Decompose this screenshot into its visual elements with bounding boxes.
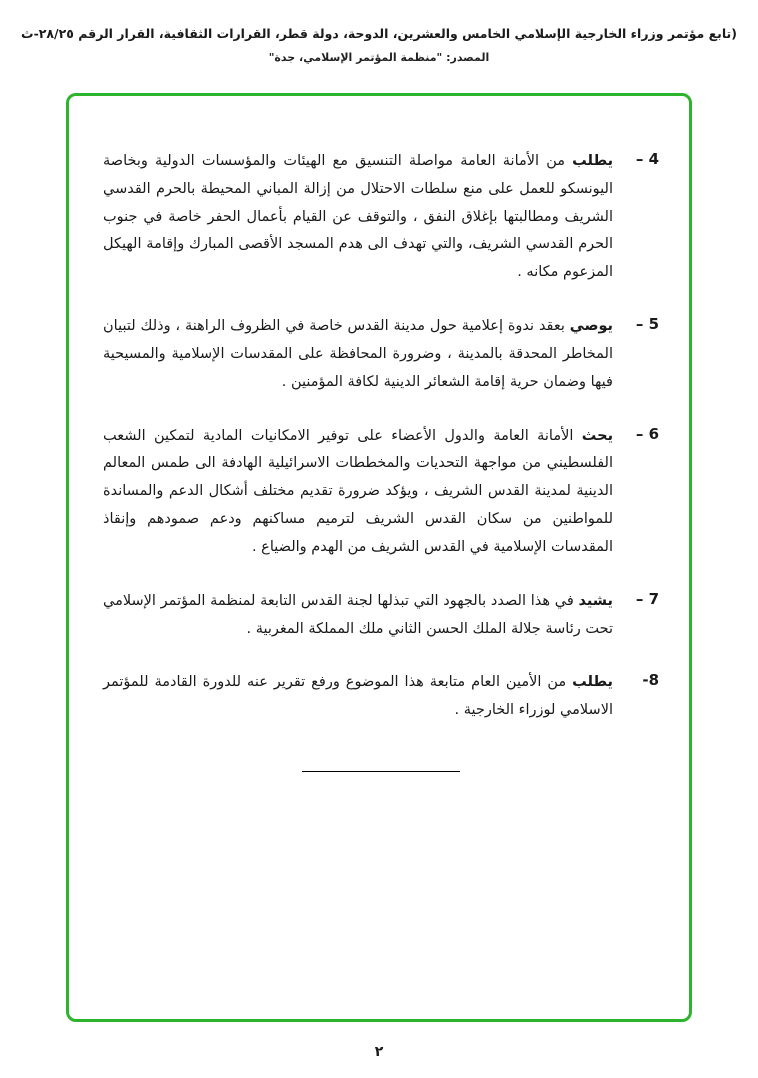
item-body-text: الأمانة العامة والدول الأعضاء على توفير الامكانيات المادية لتمكين الشعب الفلسطيني من مواجهة التحديات والمخططات الاسرائيلية الهادفة الى طمس المعالم الدينية لمدينة القدس الشريف ، ويؤكد ضرورة تقديم مختلف أشكال الدعم والمساندة للمواطنين من سكان القدس الشريف لترميم مساكنهم ودعم صمودهم وإنقاذ المقدسات الإسلامية في القدس الشريف من الهدم والضياع . (103, 427, 613, 555)
header-source-line: المصدر: "منظمة المؤتمر الإسلامي، جدة" (268, 51, 490, 64)
end-divider-line (302, 771, 460, 772)
item-body-text: من الأمين العام متابعة هذا الموضوع ورفع تقرير عنه للدورة القادمة للمؤتمر الاسلامي لوزراء الخارجية . (103, 674, 613, 719)
item-number: 4 – (635, 150, 659, 168)
item-number: 7 – (635, 589, 659, 608)
item-text (103, 669, 613, 725)
green-border-frame (66, 93, 692, 1022)
item-number: 6 – (635, 424, 659, 443)
item-text (103, 313, 613, 396)
item-text (103, 423, 613, 562)
item-text (103, 588, 613, 644)
item-text (103, 148, 613, 287)
item-lead-word: يحث (581, 427, 614, 444)
header-title-line: (تابع مؤتمر وزراء الخارجية الإسلامي الخامس والعشرين، الدوحة، دولة قطر، القرارات الثقافية، القرار الرقم ٢٨/٢٥-ث (21, 26, 737, 41)
resolution-item-6 (103, 423, 659, 562)
resolution-item-8 (103, 669, 659, 725)
item-number: 5 – (635, 315, 659, 334)
item-body-text: من الأمانة العامة مواصلة التنسيق مع الهيئات والمؤسسات الدولية وبخاصة اليونسكو للعمل على منع سلطات الاحتلال من إزالة المباني المحيطة بالحرم القدسي الشريف ومطالبتها بإغلاق النفق ، والتوقف عن القيام بأعمال الحفر خاصة في جنوب الحرم القدسي الشريف، والتي تهدف الى هدم المسجد الأقصى المبارك وإقامة الهيكل المزعوم مكانه . (103, 153, 613, 281)
page-number: ٢ (374, 1044, 384, 1060)
item-lead-word: يشيد (578, 592, 613, 609)
item-lead-word: يطلب (572, 153, 614, 169)
item-body-text: في هذا الصدد بالجهود التي تبذلها لجنة القدس التابعة لمنظمة المؤتمر الإسلامي تحت رئاسة جلالة الملك الحسن الثاني ملك المملكة المغربية . (103, 592, 613, 637)
document-header (0, 0, 758, 64)
item-number: 8- (642, 671, 659, 690)
resolution-content (69, 96, 689, 772)
resolution-item-5 (103, 313, 659, 396)
item-lead-word: يوصي (569, 318, 613, 335)
item-lead-word: يطلب (572, 674, 613, 691)
resolution-item-7 (103, 588, 659, 644)
resolution-item-4 (103, 148, 659, 287)
item-body-text: بعقد ندوة إعلامية حول مدينة القدس خاصة في الظروف الراهنة ، وذلك لتبيان المخاطر المحدقة بالمدينة ، وضرورة المحافظة على المقدسات الإسلامية والمسيحية فيها وضمان حرية إقامة الشعائر الدينية لكافة المؤمنين . (103, 318, 613, 390)
